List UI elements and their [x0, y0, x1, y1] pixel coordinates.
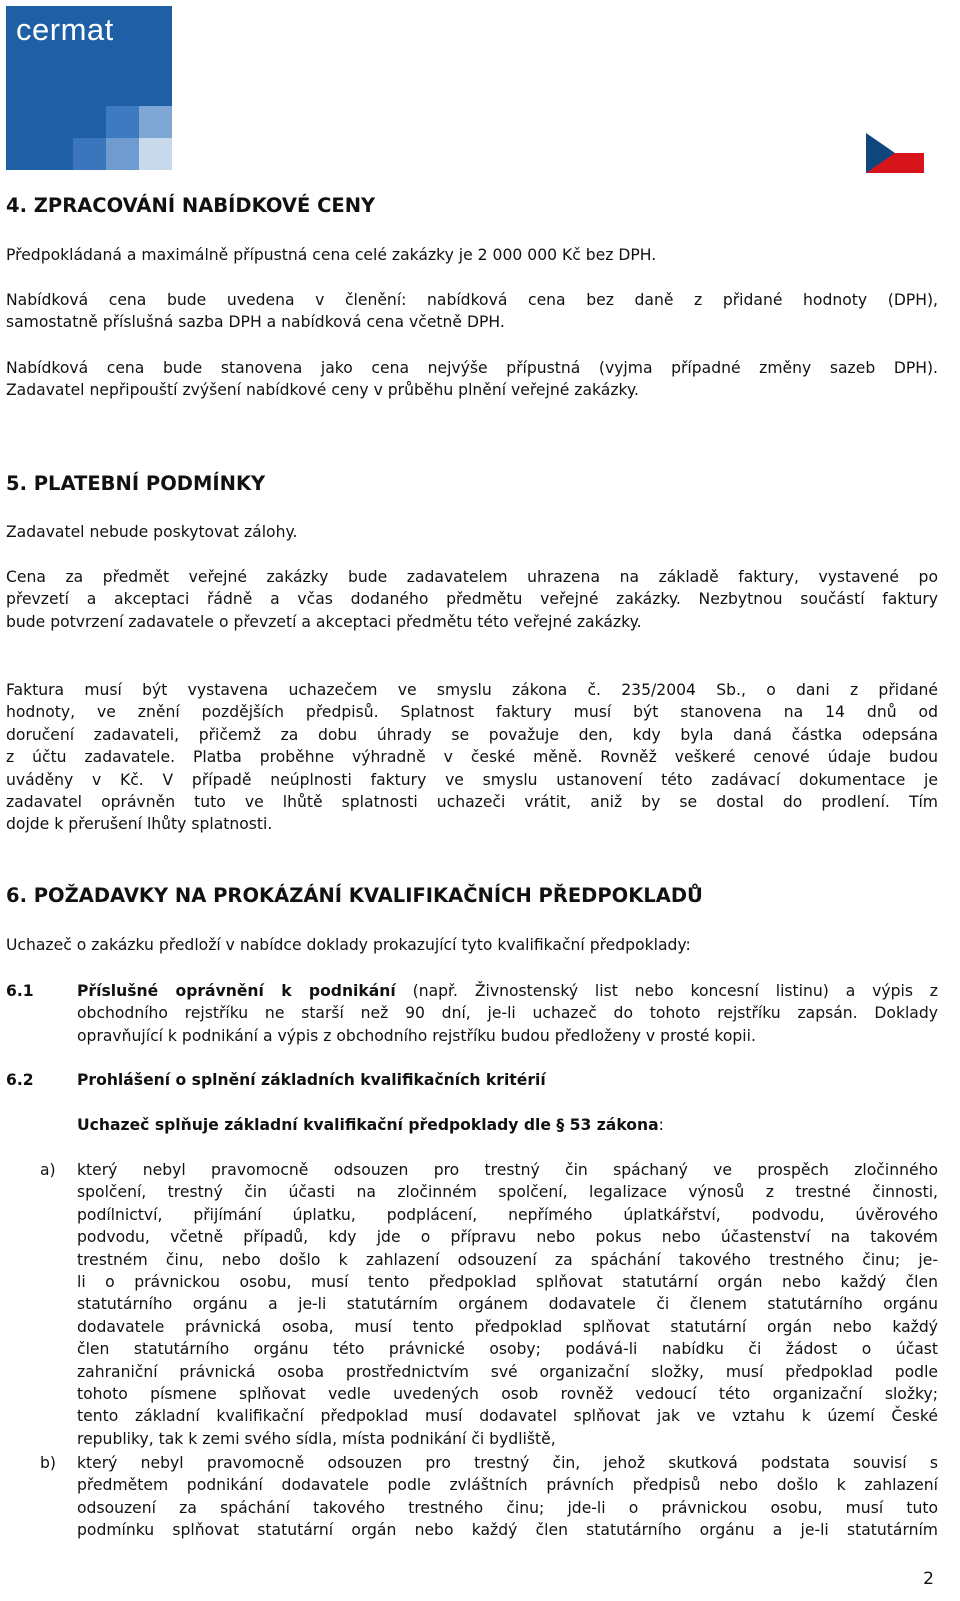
text-line: doručení zadavateli, přičemž za dobu úhrady se považuje den, kdy byla daná částka odepsána [6, 725, 938, 744]
subsection-6-2-title: Prohlášení o splnění základních kvalifikačních kritérií [77, 1071, 546, 1089]
text-line: Cena za předmět veřejné zakázky bude zadavatelem uhrazena na základě faktury, vystavené po [6, 568, 938, 586]
text-line: dodavatele právnická osoba, musí tento předpoklad splňovat statutární orgán nebo každý [77, 1317, 938, 1336]
text-line: z účtu zadavatele. Platba proběhne výhradně v české měně. Rovněž veškeré cenové údaje budou [6, 748, 938, 767]
section-5-title: 5. PLATEBNÍ PODMÍNKY [6, 472, 266, 495]
text-line: zahraniční právnická osoba prostřednictvím své organizační složky, musí předpoklad podle [77, 1362, 938, 1381]
text-line: Nabídková cena bude stanovena jako cena nejvýše přípustná (vyjma případné změny sazeb DPH). [6, 359, 938, 377]
section-6-title: 6. POŽADAVKY NA PROKÁZÁNÍ KVALIFIKAČNÍCH PŘEDPOKLADŮ [6, 884, 703, 907]
text-line: hodnoty, ve znění pozdějších předpisů. Splatnost faktury musí být stanovena na 14 dnů od [6, 703, 938, 722]
text-line [77, 980, 938, 1002]
sec4-paragraph-3 [6, 357, 938, 402]
sec4-paragraph-2 [6, 289, 938, 334]
text-line: samostatně příslušná sazba DPH a nabídková cena včetně DPH. [6, 313, 505, 332]
text-line: Nabídková cena bude uvedena v členění: nabídková cena bez daně z přidané hodnoty (DPH), [6, 291, 938, 309]
page-number: 2 [923, 1569, 934, 1589]
logo-square [106, 106, 139, 138]
logo-square [139, 138, 172, 170]
text-run: (např. Živnostenský list nebo koncesní listinu) a výpis z [395, 982, 938, 1000]
sec4-paragraph-1: Předpokládaná a maximálně přípustná cena celé zakázky je 2 000 000 Kč bez DPH. [6, 246, 657, 264]
text-line: který nebyl pravomocně odsouzen pro trestný čin, jehož skutková podstata souvisí s [77, 1454, 938, 1472]
text-line: uváděny v Kč. V případě neúplnosti faktury ve smyslu ustanovení této zadávací dokumentace je [6, 770, 938, 789]
logo-square [139, 106, 172, 138]
text-line: Faktura musí být vystavena uchazečem ve smyslu zákona č. 235/2004 Sb., o dani z přidané [6, 681, 938, 699]
text-line: Zadavatel nepřipouští zvýšení nabídkové ceny v průběhu plnění veřejné zakázky. [6, 381, 639, 400]
subsection-6-2-number: 6.2 [6, 1071, 34, 1089]
text-line: dojde k přerušení lhůty splatnosti. [6, 815, 273, 834]
list-item-b [77, 1452, 938, 1542]
text-line: předmětem podnikání dodavatele podle zvláštních právních předpisů nebo došlo k zahlazení [77, 1476, 938, 1495]
section-4-title: 4. ZPRACOVÁNÍ NABÍDKOVÉ CENY [6, 194, 376, 217]
text-line: podmínku splňovat statutární orgán nebo každý člen statutárního orgánu a je-li statutárním [77, 1521, 938, 1540]
subsection-6-1-number: 6.1 [6, 982, 34, 1000]
subsection-6-1-text [77, 980, 938, 1047]
sec5-paragraph-3 [6, 679, 938, 836]
text-line: statutárního orgánu a je-li statutárním orgánem dodavatele či členem statutárního orgánu [77, 1295, 938, 1314]
logo-square [106, 138, 139, 170]
sec5-paragraph-2 [6, 566, 938, 633]
czech-flag-icon [866, 133, 924, 173]
emphasis-text: Uchazeč splňuje základní kvalifikační předpoklady dle § 53 zákona [77, 1116, 659, 1134]
text-line: podvodu, včetně případů, kdy jde o přípravu nebo pokus nebo účastenství na takovém [77, 1228, 938, 1247]
text-line: trestném činu, nebo došlo k zahlazení odsouzení za spáchání takového trestného činu; je- [77, 1250, 938, 1269]
text-line: li o právnickou osobu, musí tento předpoklad splňovat statutární orgán nebo každý člen [77, 1273, 938, 1292]
text-line: republiky, tak k zemi svého sídla, místa podnikání či bydliště, [77, 1429, 556, 1448]
text-line: který nebyl pravomocně odsouzen pro trestný čin spáchaný ve prospěch zločinného [77, 1161, 938, 1179]
logo-text: cermat [16, 12, 114, 47]
text-line: tento základní kvalifikační předpoklad musí dodavatel splňovat jak ve vztahu k území České [77, 1407, 938, 1426]
text-run: : [658, 1116, 664, 1134]
cermat-logo [6, 6, 172, 170]
text-line: opravňující k podnikání a výpis z obchodního rejstříku budou předloženy v prosté kopii. [77, 1026, 756, 1045]
text-line: bude potvrzení zadavatele o převzetí a akceptaci předmětu této veřejné zakázky. [6, 612, 642, 631]
text-line: tohoto písmene splňovat vedle uvedených osob rovněž vedoucí této organizační složky; [77, 1385, 938, 1404]
list-item-a [77, 1159, 938, 1450]
sec5-paragraph-1: Zadavatel nebude poskytovat zálohy. [6, 523, 298, 541]
text-line: člen statutárního orgánu této právnické osoby; podává-li nabídku či žádost o účast [77, 1340, 938, 1359]
list-label-a: a) [40, 1161, 56, 1179]
text-line: podílnictví, přijímání úplatku, podplácení, nepřímého úplatkářství, podvodu, úvěrového [77, 1205, 938, 1224]
text-line: spolčení, trestný čin účasti na zločinném spolčení, legalizace výnosů z trestné činnosti, [77, 1183, 938, 1202]
list-label-b: b) [40, 1454, 56, 1472]
text-line: obchodního rejstříku ne starší než 90 dní, je-li uchazeč do tohoto rejstříku zapsán. Doklady [77, 1004, 938, 1023]
logo-square [73, 138, 106, 170]
text-line: odsouzení za spáchání takového trestného činu; jde-li o právnickou osobu, musí tuto [77, 1498, 938, 1517]
text-line: převzetí a akceptaci řádně a včas dodaného předmětu veřejné zakázky. Nezbytnou součástí faktury [6, 590, 938, 609]
emphasis-text: Příslušné oprávnění k podnikání [77, 982, 396, 1000]
sec6-intro: Uchazeč o zakázku předloží v nabídce doklady prokazující tyto kvalifikační předpoklady: [6, 936, 691, 954]
text-line: zadavatel oprávněn tuto ve lhůtě splatnosti uchazeči vrátit, aniž by se dostal do prodlení. Tím [6, 793, 938, 812]
subsection-6-2-subtitle [77, 1114, 938, 1136]
